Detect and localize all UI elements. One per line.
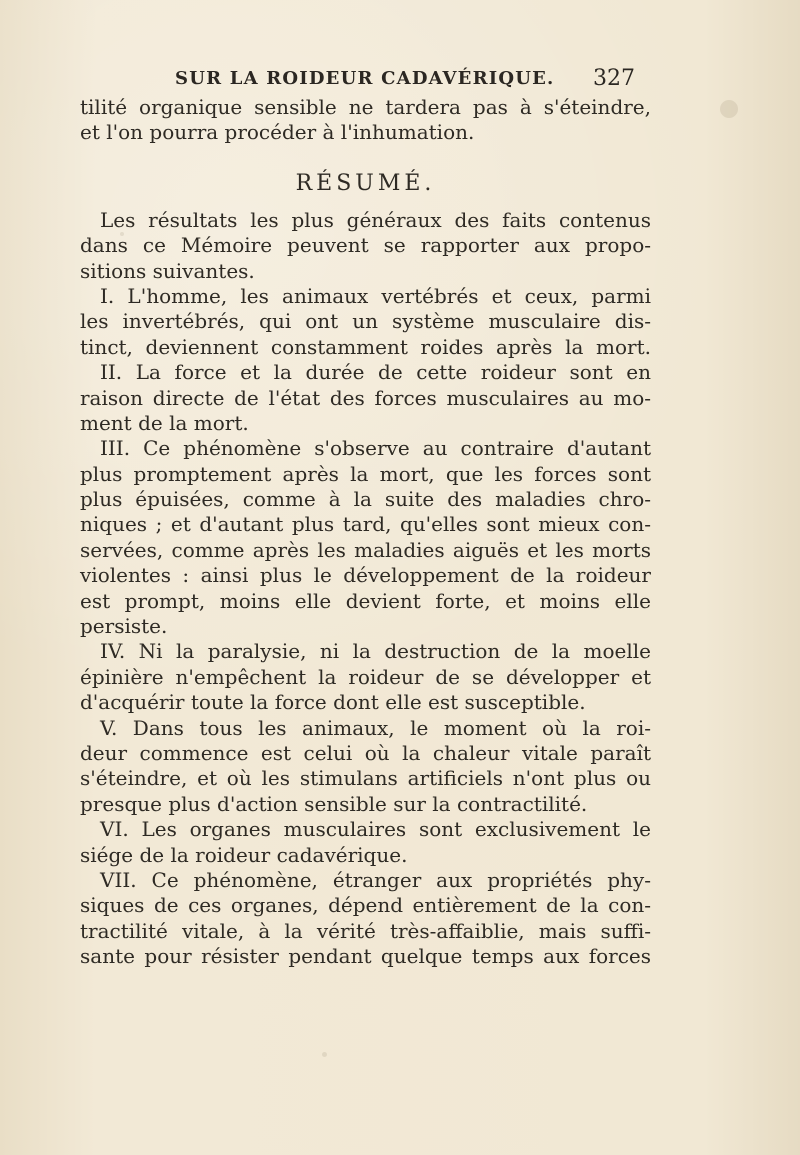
text-line: plus promptement après la mort, que les forces sont: [80, 461, 651, 486]
proposition-line: VII. Ce phénomène, étranger aux propriétés phy-: [100, 867, 651, 892]
paper-stain: [720, 100, 738, 118]
text-line: servées, comme après les maladies aiguës et les morts: [80, 537, 651, 562]
text-line: persiste.: [80, 614, 168, 639]
running-title: SUR LA ROIDEUR CADAVÉRIQUE.: [175, 68, 555, 89]
text-line: tilité organique sensible ne tardera pas à s'éteindre,: [80, 95, 651, 119]
text-line: presque plus d'action sensible sur la contractilité.: [80, 791, 588, 816]
text-line: deur commence est celui où la chaleur vitale paraît: [80, 740, 651, 765]
text-line: est prompt, moins elle devient forte, et moins elle: [80, 588, 651, 613]
proposition-line: VI. Les organes musculaires sont exclusivement le: [100, 817, 651, 842]
main-text: [80, 95, 651, 970]
proposition-line: I. L'homme, les animaux vertébrés et ceux, parmi: [100, 283, 651, 308]
text-line: siques de ces organes, dépend entièrement de la con-: [80, 893, 651, 918]
page-number: 327: [593, 66, 635, 91]
text-line: tractilité vitale, à la vérité très-affaiblie, mais suffi-: [80, 918, 651, 943]
text-line: siége de la roideur cadavérique.: [80, 842, 408, 867]
proposition-line: II. La force et la durée de cette roideur sont en: [100, 360, 651, 385]
text-line: épinière n'empêchent la roideur de se développer et: [80, 664, 651, 689]
section-heading: RÉSUMÉ.: [295, 170, 436, 196]
paper-stain: [322, 1052, 327, 1057]
text-line: plus épuisées, comme à la suite des maladies chro-: [80, 487, 651, 512]
text-line: dans ce Mémoire peuvent se rapporter aux propo-: [80, 233, 651, 258]
text-line: les invertébrés, qui ont un système musculaire dis-: [80, 309, 651, 334]
text-line: tinct, deviennent constamment roides après la mort.: [80, 334, 651, 359]
text-line: Les résultats les plus généraux des faits contenus: [100, 207, 651, 232]
text-line: ment de la mort.: [80, 410, 249, 435]
text-line: sitions suivantes.: [80, 258, 255, 283]
proposition-line: IV. Ni la paralysie, ni la destruction de la moelle: [100, 639, 651, 664]
text-line: sante pour résister pendant quelque temps aux forces: [80, 944, 651, 969]
page-header: [0, 68, 800, 98]
text-line: niques ; et d'autant plus tard, qu'elles sont mieux con-: [80, 512, 651, 537]
text-line: s'éteindre, et où les stimulans artificiels n'ont plus ou: [80, 766, 651, 791]
proposition-line: III. Ce phénomène s'observe au contraire d'autant: [100, 436, 651, 461]
text-line: d'acquérir toute la force dont elle est susceptible.: [80, 690, 586, 715]
text-line: raison directe de l'état des forces musculaires au mo-: [80, 385, 651, 410]
text-line: et l'on pourra procéder à l'inhumation.: [80, 120, 475, 145]
proposition-line: V. Dans tous les animaux, le moment où la roi-: [100, 715, 651, 740]
text-line: violentes : ainsi plus le développement de la roideur: [80, 563, 651, 588]
